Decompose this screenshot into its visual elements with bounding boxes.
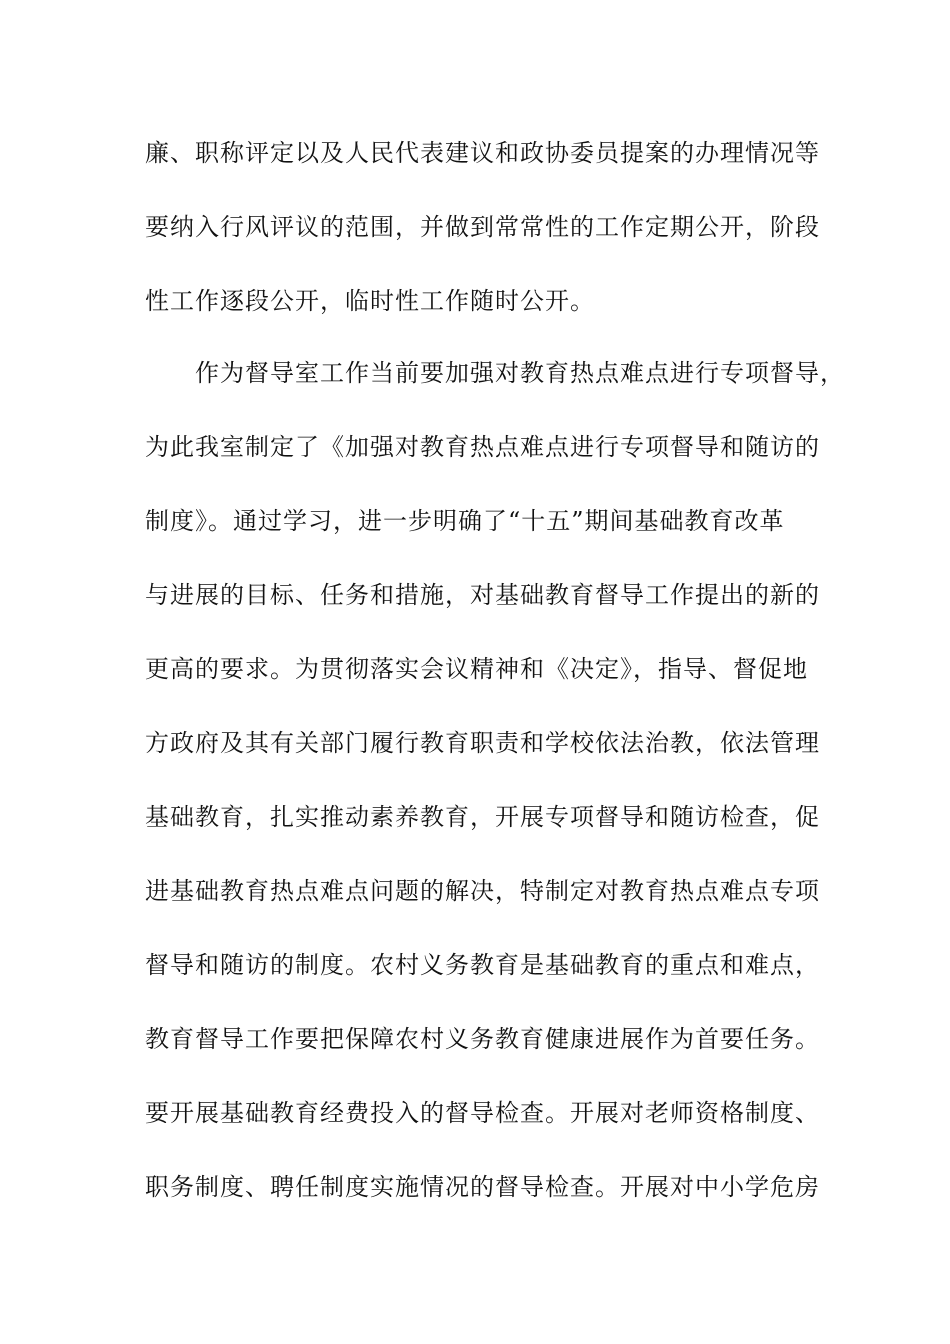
text-line: 制度》。通过学习，进一步明确了“十五”期间基础教育改革 bbox=[145, 507, 785, 535]
text-line: 要开展基础教育经费投入的督导检查。开展对老师资格制度、 bbox=[145, 1099, 820, 1127]
text-line: 更高的要求。为贯彻落实会议精神和《决定》，指导、督促地 bbox=[145, 655, 808, 683]
text-line: 方政府及其有关部门履行教育职责和学校依法治教，依法管理 bbox=[145, 729, 820, 757]
text-line: 教育督导工作要把保障农村义务教育健康进展作为首要任务。 bbox=[145, 1025, 820, 1053]
text-line: 与进展的目标、任务和措施，对基础教育督导工作提出的新的 bbox=[145, 581, 820, 609]
text-line: 要纳入行风评议的范围，并做到常常性的工作定期公开，阶段 bbox=[145, 213, 820, 241]
text-line: 基础教育，扎实推动素养教育，开展专项督导和随访检查，促 bbox=[145, 803, 820, 831]
text-line: 进基础教育热点难点问题的解决，特制定对教育热点难点专项 bbox=[145, 877, 820, 905]
text-line: 职务制度、聘任制度实施情况的督导检查。开展对中小学危房 bbox=[145, 1173, 820, 1201]
text-line: 为此我室制定了《加强对教育热点难点进行专项督导和随访的 bbox=[145, 433, 820, 461]
text-line: 廉、职称评定以及人民代表建议和政协委员提案的办理情况等 bbox=[145, 139, 820, 167]
text-line: 督导和随访的制度。农村义务教育是基础教育的重点和难点， bbox=[145, 951, 820, 979]
text-line: 性工作逐段公开，临时性工作随时公开。 bbox=[145, 287, 595, 315]
body-text bbox=[145, 128, 845, 1236]
text-line: 作为督导室工作当前要加强对教育热点难点进行专项督导， bbox=[145, 359, 845, 387]
